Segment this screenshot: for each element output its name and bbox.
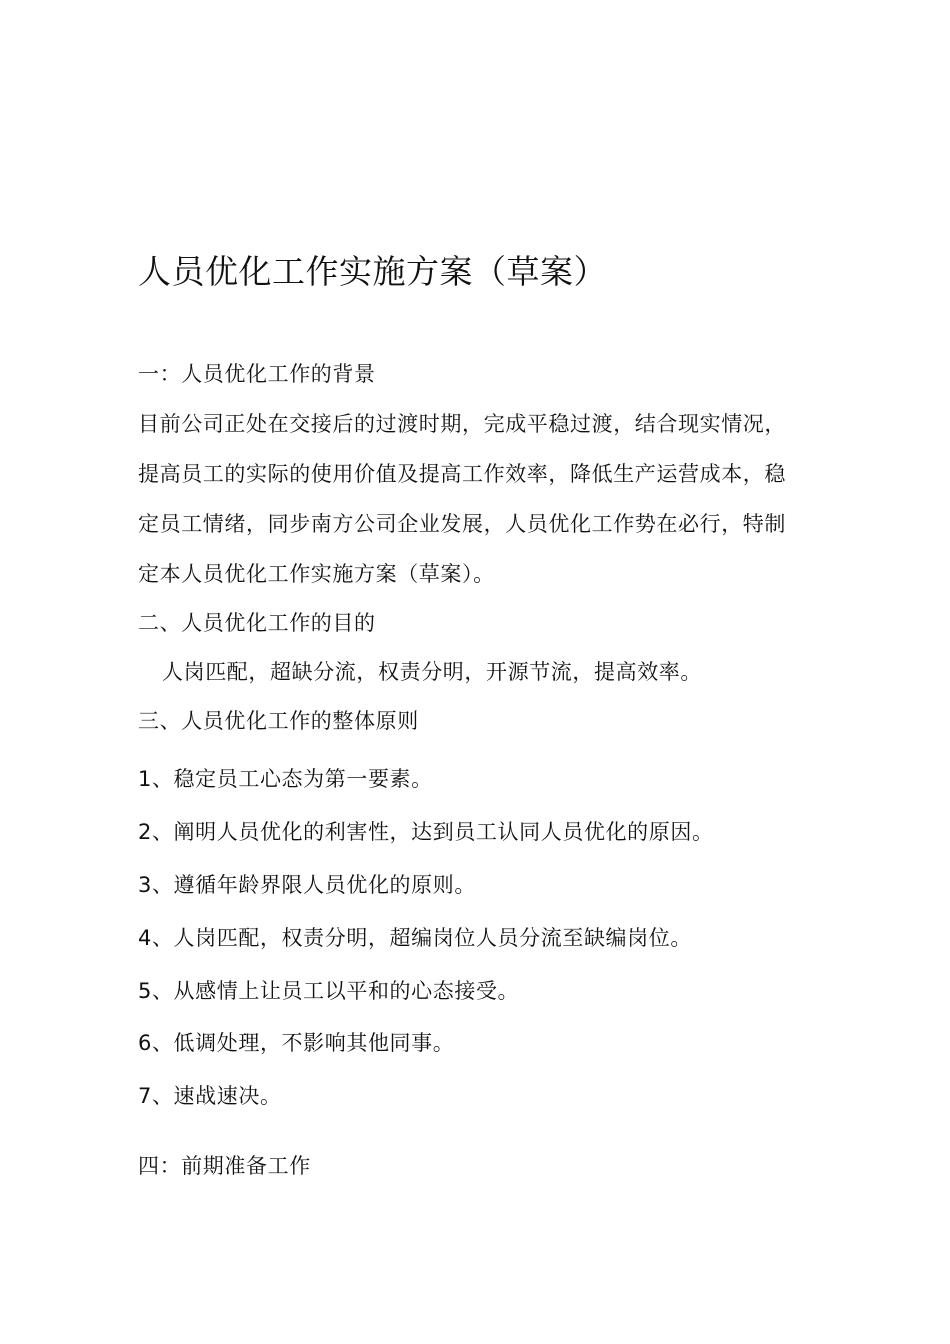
section-2-text: 人岗匹配，超缺分流，权责分明，开源节流，提高效率。: [162, 660, 702, 684]
principle-item-1: 1、稳定员工心态为第一要素。: [138, 767, 433, 791]
principle-item-3: 3、遵循年龄界限人员优化的原则。: [138, 873, 476, 897]
section-1-heading: 一：人员优化工作的背景: [138, 362, 376, 386]
section-1-paragraph-line-2: 提高员工的实际的使用价值及提高工作效率，降低生产运营成本，稳: [138, 462, 786, 486]
section-1-paragraph-line-3: 定员工情绪，同步南方公司企业发展，人员优化工作势在必行，特制: [138, 512, 786, 536]
principle-item-5: 5、从感情上让员工以平和的心态接受。: [138, 979, 520, 1003]
principle-item-2: 2、阐明人员优化的利害性，达到员工认同人员优化的原因。: [138, 820, 714, 844]
section-1-paragraph-line-1: 目前公司正处在交接后的过渡时期，完成平稳过渡，结合现实情况，: [138, 412, 786, 436]
principle-item-4: 4、人岗匹配，权责分明，超编岗位人员分流至缺编岗位。: [138, 926, 692, 950]
section-3-heading: 三、人员优化工作的整体原则: [138, 709, 419, 733]
document-title: 人员优化工作实施方案（草案）: [138, 252, 607, 291]
section-4-heading: 四：前期准备工作: [138, 1154, 311, 1178]
section-1-paragraph-line-4: 定本人员优化工作实施方案（草案）。: [138, 562, 495, 586]
section-2-heading: 二、人员优化工作的目的: [138, 611, 376, 635]
principle-item-6: 6、低调处理，不影响其他同事。: [138, 1031, 455, 1055]
principle-item-7: 7、速战速决。: [138, 1084, 282, 1108]
